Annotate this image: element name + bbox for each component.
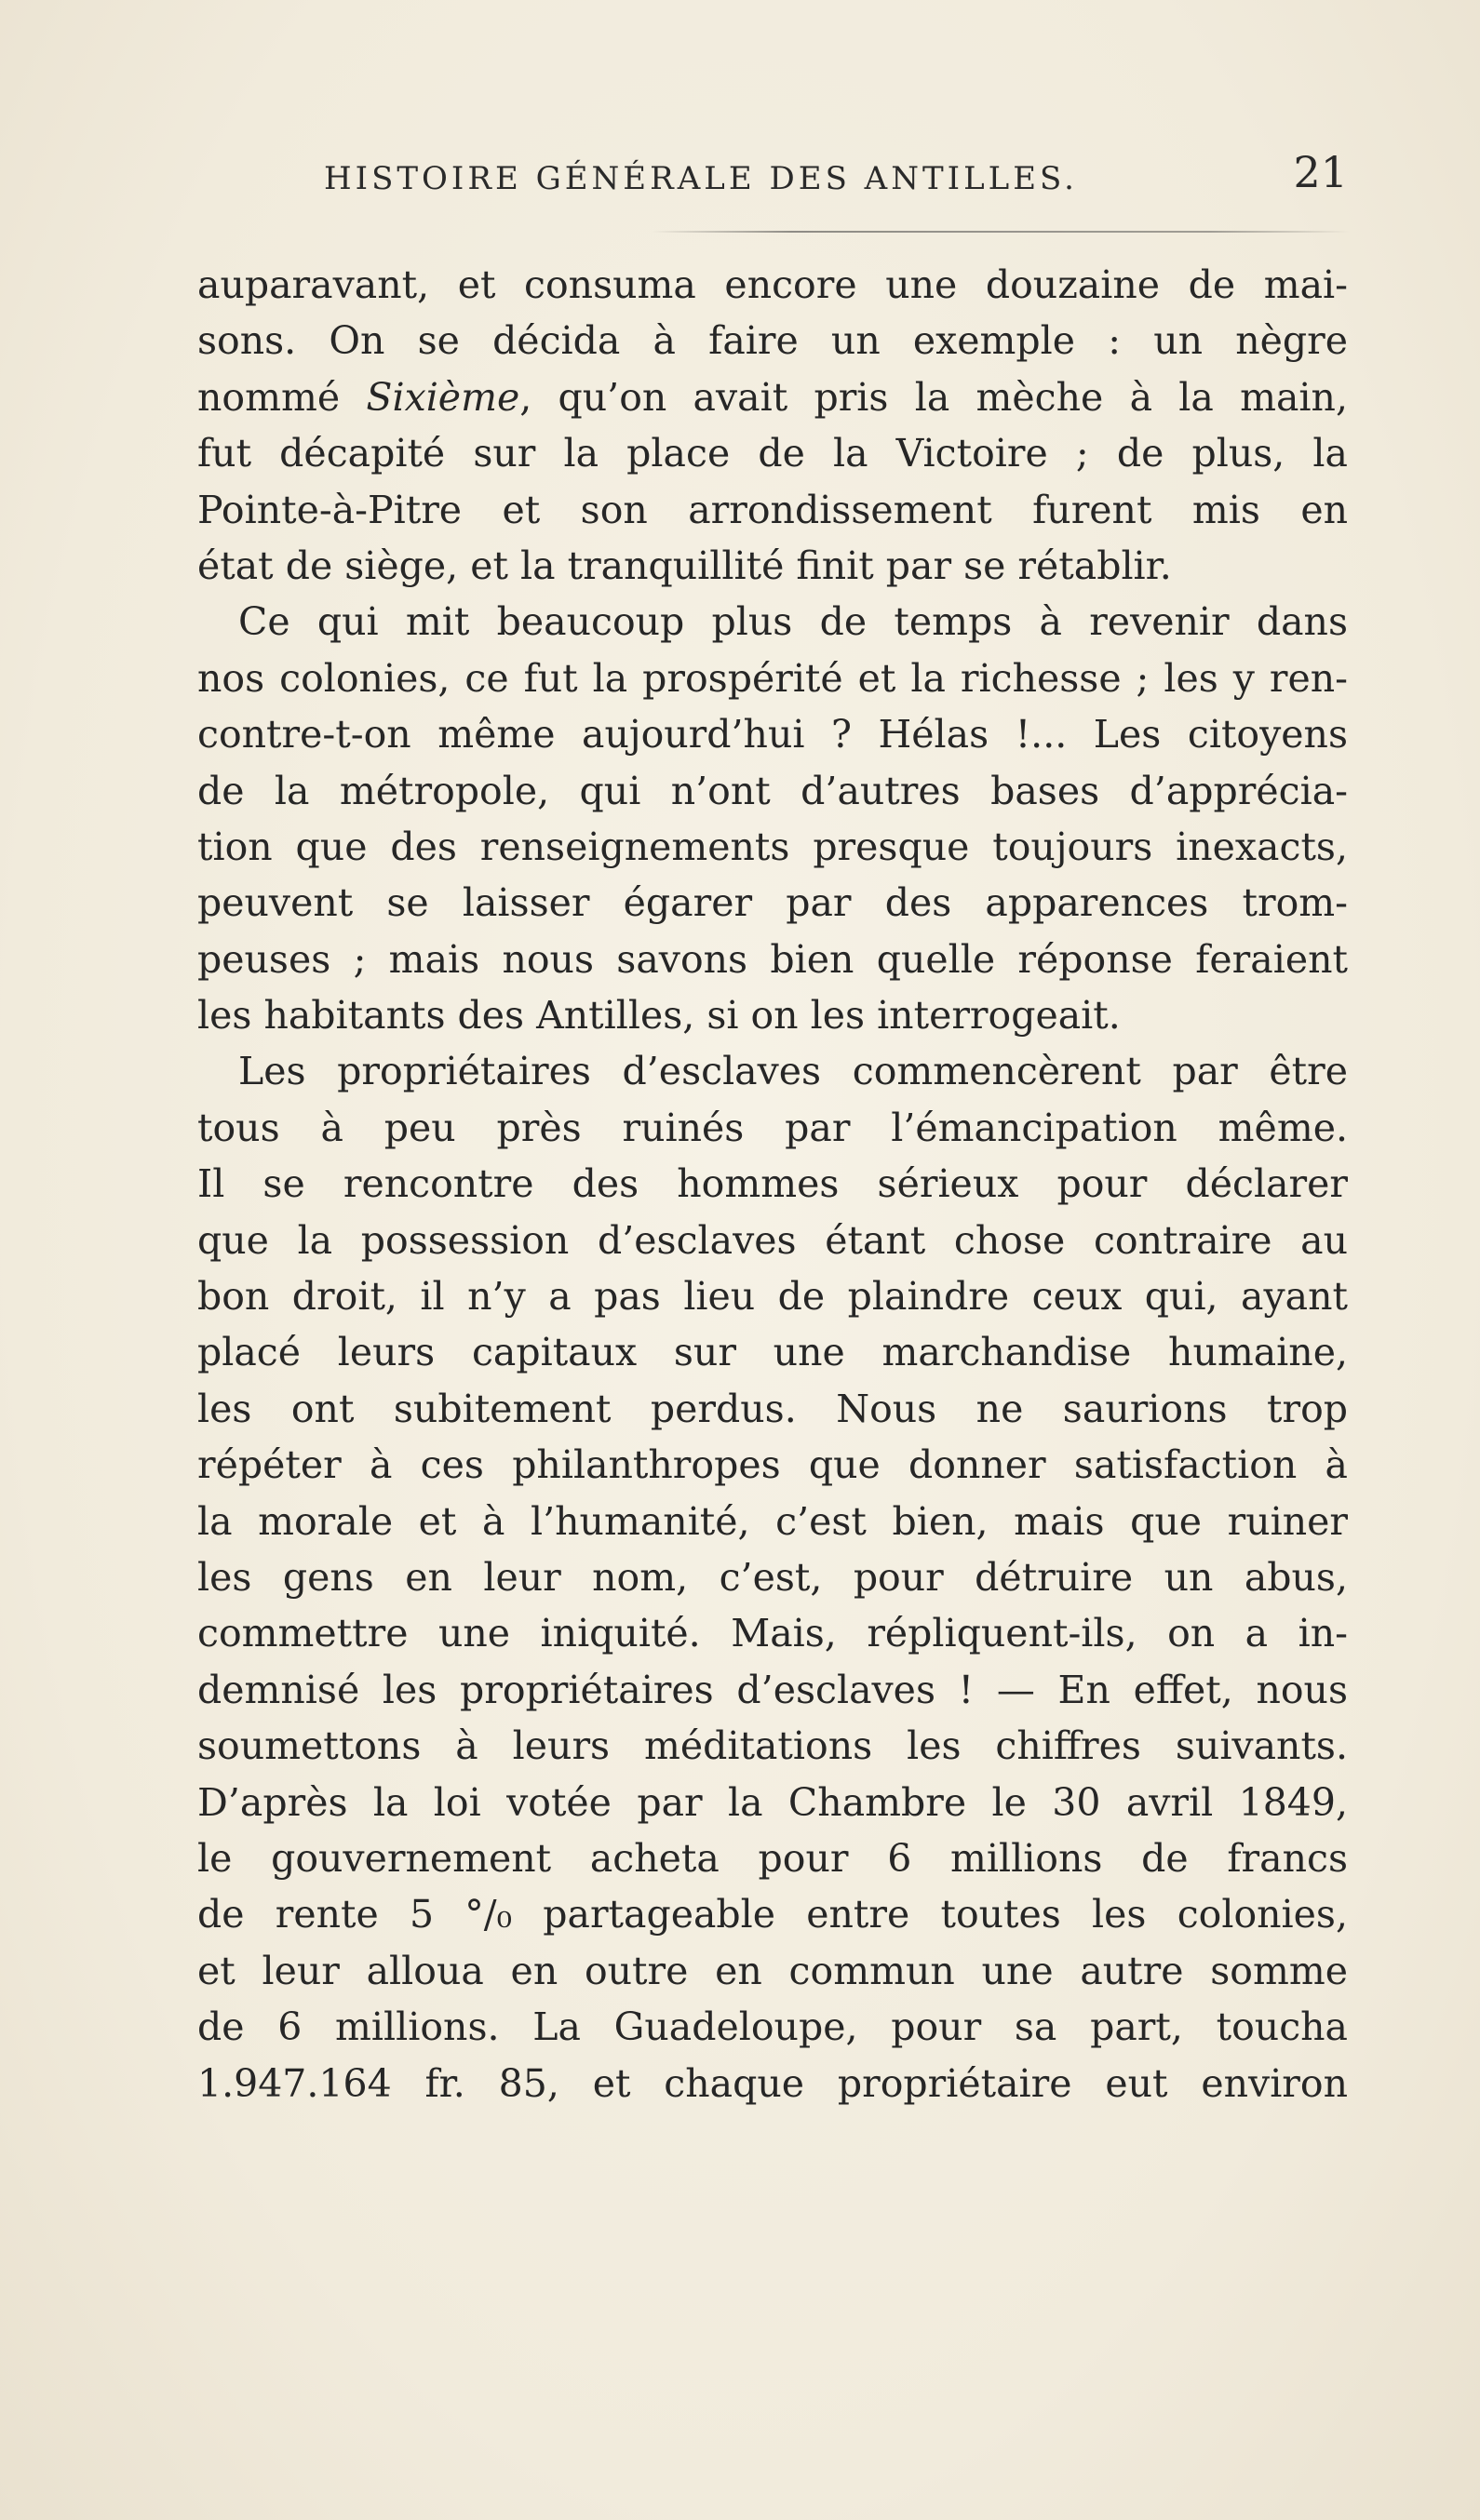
text-line: 1.947.164 fr. 85, et chaque propriétaire eut environ	[197, 2060, 1348, 2106]
text-line: les ont subitement perdus. Nous ne saurions trop	[197, 1386, 1348, 1431]
text-line: nos colonies, ce fut la prospérité et la richesse ; les y ren-	[197, 655, 1348, 701]
text-line: auparavant, et consuma encore une douzaine de mai-	[197, 262, 1348, 307]
text-line: Il se rencontre des hommes sérieux pour déclarer	[197, 1161, 1348, 1207]
text-line: bon droit, il n’y a pas lieu de plaindre ceux qui, ayant	[197, 1274, 1348, 1320]
text-line: tion que des renseignements presque toujours inexacts,	[197, 824, 1348, 869]
text-line: peuses ; mais nous savons bien quelle réponse feraient	[197, 936, 1348, 982]
text-line: Pointe-à-Pitre et son arrondissement furent mis en	[197, 487, 1348, 532]
text-line: le gouvernement acheta pour 6 millions de francs	[197, 1835, 1348, 1881]
text-line: peuvent se laisser égarer par des apparences trom-	[197, 880, 1348, 926]
text-line: les habitants des Antilles, si on les interrogeait.	[197, 993, 1121, 1039]
text-line: de rente 5 °/₀ partageable entre toutes les colonies,	[197, 1892, 1348, 1937]
text-line: état de siège, et la tranquillité finit par se rétablir.	[197, 543, 1172, 588]
page-header	[324, 147, 1348, 203]
text-line: de la métropole, qui n’ont d’autres bases d’apprécia-	[197, 768, 1348, 813]
text-line: fut décapité sur la place de la Victoire ; de plus, la	[197, 431, 1348, 476]
text-line: soumettons à leurs méditations les chiffres suivants.	[197, 1723, 1348, 1769]
text-line: Ce qui mit beaucoup plus de temps à revenir dans	[238, 599, 1348, 645]
text-line: les gens en leur nom, c’est, pour détruire un abus,	[197, 1554, 1348, 1600]
text-line: répéter à ces philanthropes que donner satisfaction à	[197, 1442, 1348, 1488]
text-line: D’après la loi votée par la Chambre le 30 avril 1849,	[197, 1779, 1348, 1825]
header-rule	[652, 231, 1350, 233]
text-line: que la possession d’esclaves étant chose contraire au	[197, 1217, 1348, 1263]
text-line: la morale et à l’humanité, c’est bien, mais que ruiner	[197, 1498, 1348, 1544]
text-segment: , qu’on avait pris la mèche à la main,	[519, 374, 1348, 420]
text-line: sons. On se décida à faire un exemple : un nègre	[197, 318, 1348, 364]
page-number: 21	[1293, 147, 1348, 197]
text-line: Les propriétaires d’esclaves commencèrent par être	[238, 1049, 1348, 1094]
text-line: commettre une iniquité. Mais, répliquent-ils, on a in-	[197, 1611, 1348, 1656]
text-line	[197, 369, 1348, 425]
text-line: placé leurs capitaux sur une marchandise humaine,	[197, 1330, 1348, 1375]
running-head: HISTOIRE GÉNÉRALE DES ANTILLES.	[324, 160, 1078, 197]
text-line: tous à peu près ruinés par l’émancipation même.	[197, 1105, 1348, 1150]
text-line: de 6 millions. La Guadeloupe, pour sa part, toucha	[197, 2004, 1348, 2050]
body-text	[197, 257, 1348, 2111]
text-line: et leur alloua en outre en commun une autre somme	[197, 1948, 1348, 1993]
text-line: demnisé les propriétaires d’esclaves ! — En effet, nous	[197, 1667, 1348, 1712]
text-segment: nommé	[197, 374, 367, 420]
text-line: contre-t-on même aujourd’hui ? Hélas !... Les citoyens	[197, 712, 1348, 757]
italic-name: Sixième	[366, 374, 520, 420]
